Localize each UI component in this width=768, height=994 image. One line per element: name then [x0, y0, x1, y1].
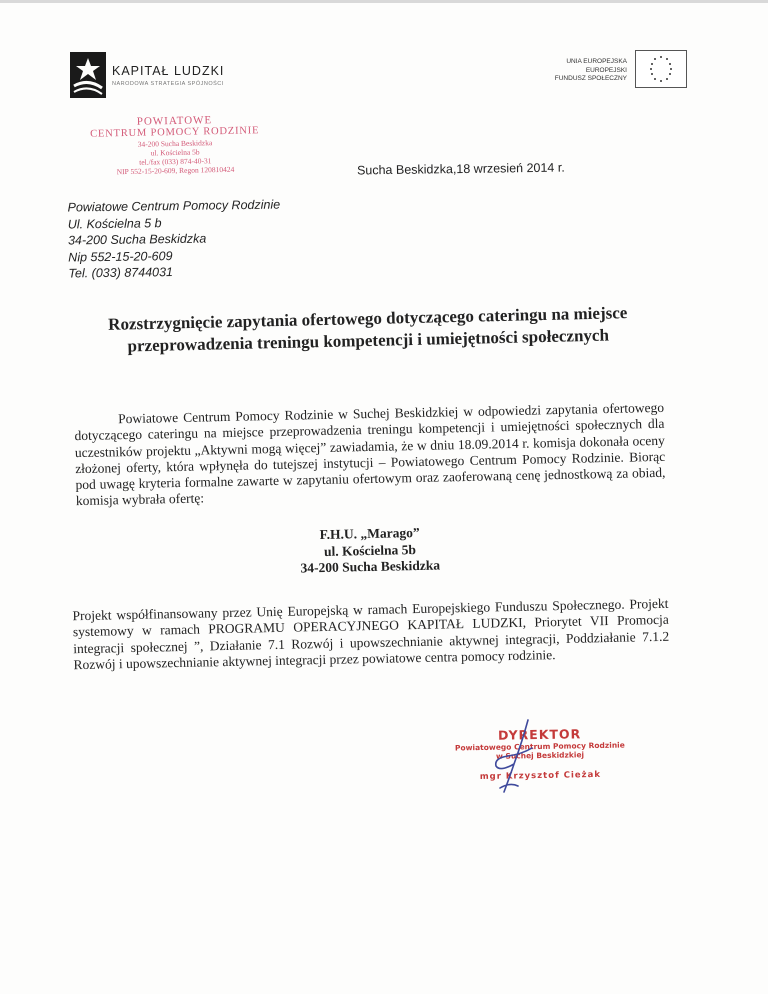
institution-stamp [67, 113, 282, 177]
stamp-line: POWIATOWE [136, 114, 213, 128]
sender-address [67, 197, 281, 282]
eu-label-line: EUROPEJSKI [585, 66, 627, 74]
body-paragraph [74, 400, 666, 510]
logo-title: KAPITAŁ LUDZKI [112, 64, 225, 78]
sender-name: Powiatowe Centrum Pomocy Rodzinie [67, 197, 281, 215]
document-title [88, 302, 649, 359]
director-name: mgr Krzysztof Cieżak [479, 769, 602, 783]
director-location: w Suchej Beskidzkiej [495, 750, 585, 761]
eu-label-line: UNIA EUROPEJSKA [566, 58, 627, 65]
sender-city: 34-200 Sucha Beskidzka [67, 231, 207, 248]
sender-street: Ul. Kościelna 5 b [67, 215, 162, 231]
title-line: przeprowadzenia treningu kompetencji i umiejętności społecznych [127, 325, 610, 356]
sender-nip: Nip 552-15-20-609 [68, 248, 173, 264]
handwritten-signature-icon [470, 712, 560, 802]
page-top-edge [0, 0, 768, 3]
stamp-line: 34-200 Sucha Beskidzka [137, 138, 213, 149]
selected-company [270, 524, 471, 578]
sender-phone: Tel. (033) 8744031 [68, 265, 174, 281]
company-city: 34-200 Sucha Beskidzka [300, 557, 441, 576]
body-paragraph-text: Powiatowe Centrum Pomocy Rodzinie w Suchej Beskidzkiej w odpowiedzi zapytania ofertowego dotyczącego cateringu na miejsce przeprowadzenia treningu kompetencji i umiejętności społecznych dla uczestników projektu „Aktywni mogą więcej” zawiadamia, że w dniu 18.09.2014 r. komisja dokonała oceny złożonej oferty, która wpłynęła do tutejszej instytucji – Powiatowego Centrum Pomocy Rodzinie. Biorąc pod uwagę kryteria formalne zawarte w zapytaniu ofertowym oraz zaoferowaną cenę jednostkową za obiad, komisja wybrała ofertę: [74, 399, 666, 509]
eu-label [540, 58, 627, 84]
director-institution: Powiatowego Centrum Pomocy Rodzinie [454, 740, 625, 753]
company-street: ul. Kościelna 5b [323, 541, 417, 559]
logo-subtitle: NARODOWA STRATEGIA SPÓJNOŚCI [112, 81, 224, 87]
eu-label-line: FUNDUSZ SPOŁECZNY [554, 75, 627, 82]
title-line: Rozstrzygnięcie zapytania ofertowego dotyczącego cateringu na miejsce [107, 303, 628, 334]
director-title: DYREKTOR [497, 726, 582, 743]
stamp-line: ul. Kościelna 5b [150, 147, 200, 158]
stamp-line: NIP 552-15-20-609, Regon 120810424 [116, 164, 235, 177]
letter-date: Sucha Beskidzka,18 wrzesień 2014 r. [356, 160, 565, 178]
stamp-line: CENTRUM POMOCY RODZINIE [90, 125, 260, 140]
eu-flag-icon [635, 50, 687, 88]
kapital-ludzki-logo-icon [70, 52, 106, 98]
stamp-line: tel./fax (033) 874-40-31 [139, 156, 212, 167]
company-name: F.H.U. „Marago” [319, 524, 420, 543]
project-paragraph: Projekt współfinansowany przez Unię Europejską w ramach Europejskiego Funduszu Społecznego. Projekt systemowy w ramach PROGRAMU OPERACYJNEGO KAPITAŁ LUDZKI, Priorytet VII Promocja integracji społecznej ”, Działanie 7.1 Rozwój i upowszechnianie aktywnej integracji, Poddziałanie 7.1.2 Rozwój i upowszechnianie aktywnej integracji przez powiatowe centra pomocy rodzinie. [72, 595, 670, 673]
